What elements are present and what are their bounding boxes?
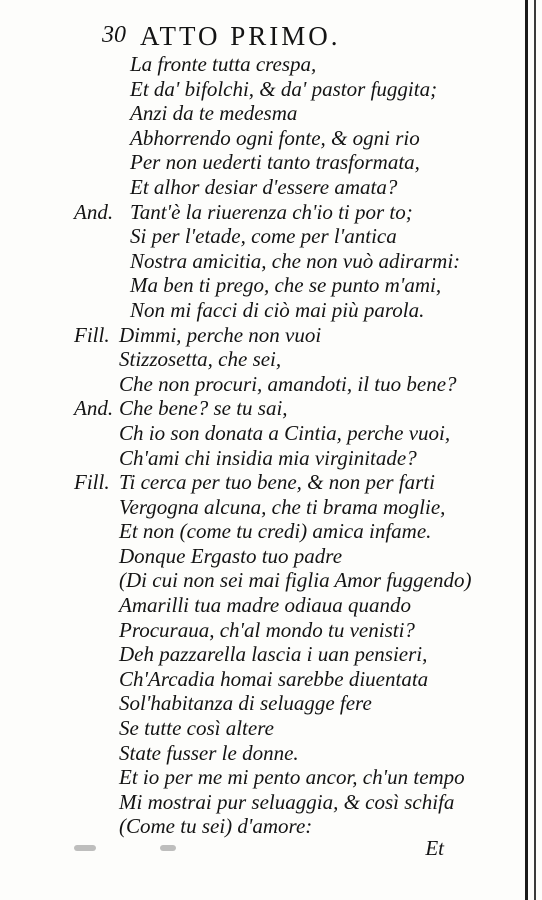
- speaker-tag: Fill.: [74, 470, 110, 495]
- verse-text: Ch'Arcadia homai sarebbe diuentata: [119, 666, 429, 691]
- verse-line: [0, 618, 530, 643]
- page-number: 30: [102, 22, 126, 48]
- verse-line: [0, 593, 530, 618]
- verse-line: [0, 519, 530, 544]
- speaker-tag: Fill.: [74, 322, 110, 347]
- verse-line: [0, 568, 530, 593]
- verse-text: Donque Ergasto tuo padre: [119, 543, 343, 568]
- verse-text: Sol'habitanza di seluagge fere: [119, 691, 372, 716]
- verse-text: Stizzosetta, che sei,: [119, 347, 282, 372]
- verse-line: [0, 691, 530, 716]
- verse-text: Si per l'etade, come per l'antica: [130, 224, 397, 249]
- verse-line: [0, 224, 530, 249]
- verse-line: [0, 126, 530, 151]
- speaker-tag: And.: [74, 396, 114, 421]
- verse-line: [0, 741, 530, 766]
- verse-line: [0, 175, 530, 200]
- verse-text: Et da' bifolchi, & da' pastor fuggita;: [130, 76, 438, 101]
- verse-line: [0, 544, 530, 569]
- verse-line: [0, 667, 530, 692]
- page-edge-shadow: [534, 0, 536, 900]
- verse-text: Vergogna alcuna, che ti brama moglie,: [119, 494, 446, 519]
- verse-text: Deh pazzarella lascia i uan pensieri,: [119, 642, 428, 667]
- ink-smudge: [74, 845, 96, 851]
- verse-text: Et io per me mi pento ancor, ch'un tempo: [119, 765, 465, 790]
- verse-text: La fronte tutta crespa,: [130, 52, 317, 76]
- verse-text: (Di cui non sei mai figlia Amor fuggendo): [119, 568, 472, 593]
- verse-line: [0, 446, 530, 471]
- verse-line: [0, 470, 530, 495]
- verse-text: Mi mostrai pur seluaggia, & così schifa: [119, 789, 455, 814]
- verse-text: Et alhor desiar d'essere amata?: [130, 174, 398, 199]
- verse-text: Che bene? se tu sai,: [119, 396, 288, 421]
- verse-text: Abhorrendo ogni fonte, & ogni rio: [130, 125, 420, 150]
- verse-line: [0, 716, 530, 741]
- verse-line: [0, 273, 530, 298]
- verse-text: (Come tu sei) d'amore:: [119, 814, 313, 839]
- verse-line: [0, 372, 530, 397]
- verse-text: State fusser le donne.: [119, 740, 299, 765]
- verse-line: [0, 249, 530, 274]
- verse-block: [0, 52, 530, 839]
- verse-line: [0, 495, 530, 520]
- verse-text: Et non (come tu credi) amica infame.: [119, 519, 432, 544]
- verse-text: Amarilli tua madre odiaua quando: [119, 593, 412, 618]
- verse-line: [0, 396, 530, 421]
- verse-line: [0, 642, 530, 667]
- verse-text: Ma ben ti prego, che se punto m'ami,: [130, 273, 442, 298]
- verse-text: Dimmi, perche non vuoi: [119, 322, 322, 347]
- ink-smudge: [160, 845, 176, 851]
- page-header: [102, 22, 402, 52]
- verse-text: Ch io son donata a Cintia, perche vuoi,: [119, 420, 451, 445]
- verse-text: Ti cerca per tuo bene, & non per farti: [119, 470, 435, 495]
- verse-text: Non mi facci di ciò mai più parola.: [130, 297, 425, 322]
- verse-line: [0, 200, 530, 225]
- verse-line: [0, 77, 530, 102]
- verse-line: [0, 814, 530, 839]
- verse-line: [0, 347, 530, 372]
- verse-line: [0, 150, 530, 175]
- verse-line: [0, 52, 530, 77]
- verse-text: Per non uederti tanto trasformata,: [130, 150, 420, 175]
- verse-line: [0, 101, 530, 126]
- verse-line: [0, 323, 530, 348]
- verse-text: Tant'è la riuerenza ch'io ti por to;: [130, 199, 413, 224]
- verse-text: Che non procuri, amandoti, il tuo bene?: [119, 371, 457, 396]
- verse-line: [0, 298, 530, 323]
- verse-line: [0, 421, 530, 446]
- verse-line: [0, 765, 530, 790]
- verse-text: Ch'ami chi insidia mia virginitade?: [119, 445, 417, 470]
- verse-line: [0, 790, 530, 815]
- running-title: ATTO PRIMO.: [140, 21, 341, 51]
- speaker-tag: And.: [74, 199, 114, 224]
- catchword: Et: [425, 836, 444, 860]
- verse-text: Nostra amicitia, che non vuò adirarmi:: [130, 248, 461, 273]
- verse-text: Procuraua, ch'al mondo tu venisti?: [119, 617, 415, 642]
- verse-text: Se tutte così altere: [119, 716, 274, 741]
- verse-text: Anzi da te medesma: [130, 101, 298, 126]
